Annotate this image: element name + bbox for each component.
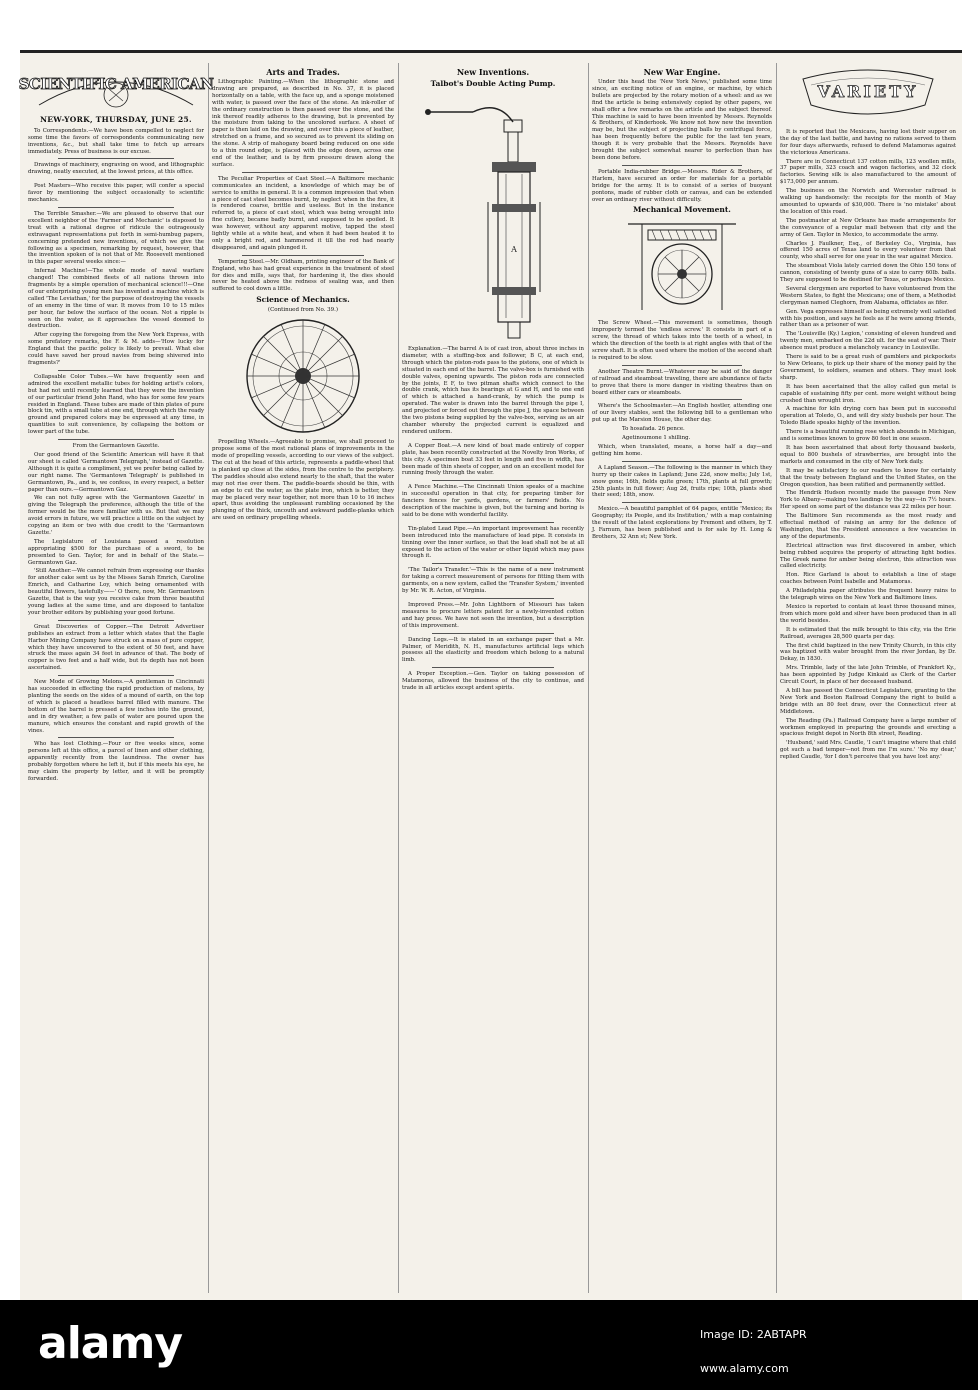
variety-item: Mexico is reported to contain at least three thousand mines, from which more gold and silver have been produced than in all the world besides.: [780, 604, 956, 624]
section-heading-mechanical-movement: Mechanical Movement.: [633, 205, 731, 215]
article-cast-steel: The Peculiar Properties of Cast Steel.—A Baltimore mechanic communicates an incident, a knowledge of which may be of service to smiths in general. It is a common impression that when a piece of cast steel becomes burnt, by neglect when in the fire, it is rendered coarse, brittle and useless. But in the instance referred to, a piece of cast steel, which was being wrought into fine cutlery, became badly burnt, and supposed to be spoiled. It was however, without any apparent motive, tapped the steel lightly while at a white heat, and when it had been heated it to only a bright red, and hammered it till the red had nearly disappeared, and again plunged it.: [212, 175, 394, 251]
article-melons: New Mode of Growing Melons.—A gentleman in Cincinnati has succeeded in effecting the rapid production of melons, by planting the seeds on the sides of a mound of earth, on the top of which is placed a headless barrel filled with manure. The bottom of the barrel is pressed a few inches into the ground, and in dry weather, a few pails of water are poured upon the manure, which ensures the constant and rapid growth of the vines.: [28, 679, 204, 734]
article-bill-translation: Which, when translated, means, a horse half a day—and getting him home.: [592, 444, 772, 457]
column-rule: [208, 63, 209, 1293]
column-2: [212, 65, 394, 1293]
variety-item: Mrs. Trimble, lady of the late John Trimble, of Frankfort Ky., has been appointed by Judge Kinkaid as Clerk of the Carter Circuit Court, in place of her deceased husband.: [780, 665, 956, 686]
variety-item: A Philadelphia paper attributes the frequent heavy rains to the telegraph wires on the New York and Baltimore lines.: [780, 588, 956, 602]
variety-title: VARIETY: [817, 82, 919, 101]
article-still-another: 'Still Another.—We cannot refrain from expressing our thanks for another cake sent us by the Misses Sarah Emrich, Caroline Emrich, and Catharine Loy, which being ornamented with beautiful flowers, tastefully——' O there, now, Mr. Germantown Gazette, that is the way you receive cake from three beautiful young ladies at the same time, and are disposed to tantalize your brother editors by publishing your good fortune.: [28, 568, 204, 616]
bill-line-2: Agetinoumone 1 shilling.: [622, 435, 691, 442]
variety-item: The 'Louisville (Ky.) Legion,' consisting of eleven hundred and twenty men, embarked on the 22d ult. for the seat of war. Their absence must produce a melancholy vacancy in Louisville.: [780, 331, 956, 352]
article-screw-wheel: The Screw Wheel.—This movement is sometimes, though improperly termed the 'endless screw.' It consists in part of a screw, the thread of which takes into the teeth of a wheel, in which the direction of the teeth is at right angles with that of the screw shaft. It is often used where the motion of the second shaft is required to be slow.: [592, 320, 772, 361]
section-heading-science-mechanics: Science of Mechanics.: [256, 295, 350, 305]
dateline: NEW-YORK, THURSDAY, JUNE 25.: [40, 114, 192, 124]
variety-item: Charles J. Faulkner, Esq., of Berkeley Co., Virginia, has offered 150 acres of Texas land to every volunteer from that county, who shall serve for one year in the war against Mexico.: [780, 240, 956, 261]
variety-item: The Baltimore Sun recommends as the most ready and effectual method of raising an army for the defence of Washington, that the President announce a few vacancies in any of the departments.: [780, 513, 956, 540]
variety-item: 'Husband,' said Mrs. Caudle, 'I can't imagine where that child got such a bad temper—not from me I'm sure.' 'No my dear,' replied Caudle, 'for I don't perceive that you have lost any.': [780, 740, 956, 761]
stock-logo: alamy: [38, 1318, 182, 1369]
article-after-copying: After copying the foregoing from the New York Express, with some prefatory remarks, the F. & M. adds—'How lucky for England that the pacific policy is likely to prevail. What else could have saved her proud navies from being shivered into fragments?': [28, 332, 204, 366]
pump-figure: [418, 92, 568, 342]
section-heading-arts-trades: Arts and Trades.: [266, 67, 340, 77]
article-lithographic-painting: Lithographic Painting.—When the lithographic stone and drawing are prepared, as described in No. 37, it is placed horizontally on a table, with the face up, and a sponge moistened with water, is passed over the face of the stone. An ink-roller of the ordinary construction is then passed over the stone, and the ink thereof readily adheres to the drawing, but is prevented by the moisture from taking to the uncolored surface. A sheet of paper is then laid on the drawing, and over this a piece of leather, stretched on a frame, and so secured as to prevent its sliding on the stone. A strip of mahogany board being reduced on one side to a thin round edge, is placed with the edge down, across one end of the leather, and is by firm pressure drawn along the surface.: [212, 79, 394, 168]
masthead-emblem: [18, 65, 214, 111]
stock-image-id: Image ID: 2ABTAPR: [700, 1328, 807, 1341]
article-correspondents: To Correspondents.—We have been compelled to neglect for some time the favors of correspondents communicating new inventions, &c., but shall take time to fetch up arrears immediately. Press of business is our excuse.: [28, 127, 204, 155]
column-4: [592, 65, 772, 1293]
variety-item: There is said to be a great rush of gamblers and pickpockets to New Orleans, to pick up their share of the money paid by the Government, to soldiers, seamen and others. They must look sharp.: [780, 354, 956, 381]
variety-item: It is reported that the Mexicans, having lost their supper on the day of the last battle, and having no rations served to them for four days afterwards, refused to defend Matamoras against the victorious Americans.: [780, 128, 956, 156]
article-drawings: Drawings of machinery, engraving on wood, and lithographic drawing, neatly executed, at the lowest prices, at this office.: [28, 162, 204, 176]
article-war-engine: Under this head the 'New York News,' published some time since, an exciting notice of an engine, or machine, by which bullets are projected by the rotary motion of a wheel: and as we find the article is being extensively copied by other papers, we shall offer a few remarks on the article and the subject thereof. This machine is said to have been invented by Messrs. Reynolds & Brothers, of Kinderhook. We know not how new the invention may be, but the subject of projecting balls by centrifugal force, has been frequently before the public for the last ten years, though it is very probable that the Messrs. Reynolds have brought the subject somewhat nearer to perfection than has been done before.: [592, 79, 772, 161]
column-rule: [398, 63, 399, 1293]
article-pump-explanation: Explanation.—The barrel A is of cast iron, about three inches in diameter, with a stuffing-box and follower, B C, at each end, through which the piston-rods pass to the pistons, one of which is situated in each end of the barrel. The valve-box is furnished with double valves, opening upwards. The piston rods are connected by the joints, E F, to two pitman shafts which connect to the double crank, which has its bearings at G and H, and to one end of which is attached a hand-crank, by which the pump is operated. The water is drawn into the barrel through the pipe I, and projected or forced out through the pipe J, the space between the two pistons being supplied by the valve-box, serving as an air chamber whereby the projected current is equalized and rendered uniform.: [402, 346, 584, 435]
variety-item: Gen. Vega expresses himself as being extremely well satisfied with his position, and says he feels as if he were among friends, rather than as a prisoner of war.: [780, 308, 956, 329]
article-rubber-bridge: Portable India-rubber Bridge.—Messrs. Rider & Brothers, of Harlem, have secured an order for materials for a portable bridge for the army. It is to consist of a series of buoyant pontons, made of rubber cloth or canvas, and can be extended over an ordinary river without difficulty.: [592, 168, 772, 203]
variety-item: Several clergymen are reported to have volunteered from the Western States, to fight the Mexicans; one of them, a Methodist clergyman named Cleghorn, from Alabama, officiates as fifer.: [780, 285, 956, 306]
variety-item: It may be satisfactory to our readers to know for certainty that the treaty between England and the United States, on the Oregon question, has been ratified and permanently settled.: [780, 467, 956, 488]
variety-item: It has been ascertained that about forty thousand baskets, equal to 800 bushels of strawberries, are brought into the markets and consumed in the city of New York daily.: [780, 444, 956, 465]
section-heading-war-engine: New War Engine.: [643, 67, 721, 77]
bill-line-1: To hosafada. 26 pence.: [622, 426, 685, 433]
variety-item: It is estimated that the milk brought to this city, via the Erie Railroad, averages 28,500 quarts per day.: [780, 626, 956, 640]
column-5: [780, 65, 956, 1293]
article-post-masters: Post Masters—Who receive this paper, will confer a special favor by mentioning the subject occasionally to scientific mechanics.: [28, 183, 204, 204]
article-copper-boat: A Copper Boat.—A new kind of boat made entirely of copper plate, has been recently constructed at the Novelty Iron Works, of this city. A specimen boat 33 feet in length and five in width, has been made of thin sheets of copper, and on an excellent model for running freely through the water.: [402, 442, 584, 477]
variety-item: Hon. Rice Garland is about to establish a line of stage coaches between Point Isabelle and Matamoras.: [780, 572, 956, 586]
variety-item: The first child baptized in the new Trinity Church, in this city was baptized with water brought from the river Jordan, by Dr. Dekay, in 1830.: [780, 642, 956, 663]
variety-item: It has been ascertained that the alloy called gun metal is capable of sustaining fifty per cent. more weight without being crushed than wrought iron.: [780, 383, 956, 404]
article-lapland-season: A Lapland Season.—The following is the manner in which they hurry up their cakes in Lapland; June 22d, snow melts; July 1st, snow gone; 16th, fields quite green; 17th, plants at full growth; 25th plants in full flower; Aug 2d, fruits ripe; 10th, plants shed their seed; 18th, snow.: [592, 464, 772, 499]
variety-item: A machine for kiln drying corn has been put in successful operation at Toledo, O., and will dry sixty bushels per hour. The Toledo Blade speaks highly of the invention.: [780, 406, 956, 427]
article-schoolmaster: Where's the Schoolmaster.—An English hostler, attending one of our livery stables, sent the following bill to a gentleman who put up at the Marsion House, the other day.: [592, 403, 772, 424]
article-proper-exception: A Proper Exception.—Gen. Taylor on taking possession of Matamoras, allowed the business of the city to continue, and trade in all articles except ardent spirits.: [402, 671, 584, 692]
variety-item: There is a beautiful running rose which abounds in Michigan, and is sometimes known to grow 80 feet in one season.: [780, 429, 956, 443]
column-rule: [588, 63, 589, 1293]
variety-item: There are in Connecticut 137 cotton mills, 123 woollen mills, 37 paper mills, 323 coach and wagon factories, and 32 clock factories. Sewing silk is also manufactured to the amount of $173,000 per annum.: [780, 158, 956, 186]
article-improved-press: Improved Press.—Mr. John Lightborn of Missouri has taken measures to procure letters patent for a newly-invented cotton and hay press. We have not seen the invention, but a description of this improvement.: [402, 602, 584, 629]
paddle-wheel-figure: [244, 317, 362, 435]
stock-footer: [0, 1300, 978, 1390]
column-1: [18, 65, 214, 1293]
variety-item: The Reading (Pa.) Railroad Company have a large number of workmen employed in preparing the grounds and erecting a spacious freight depot in North 8th street, Reading.: [780, 717, 956, 738]
article-dancing-legs: Dancing Legs.—It is stated in an exchange paper that a Mr. Palmer, of Meridith, N. H., manufactures artificial legs which possess all the elasticity and freedom which belong to a natural limb.: [402, 636, 584, 664]
continued-note: (Continued from No. 39.): [267, 307, 339, 314]
article-germantown-gazette: Our good friend of the Scientific American will have it that our sheet is called 'Germantown Telegraph,' instead of Gazette. Although it is quite a compliment, yet we prefer being called by our right name. The 'Germantown Telegraph' is published in Germantown, Pa., and is, we confess, in every respect, a better paper than ours.—Germantown Gaz.: [28, 451, 204, 493]
variety-item: The business on the Norwich and Worcester railroad is walking up handsomely: the receipts for the month of May amounted to upwards of $30,000. There is 'no mistake' about the location of this road.: [780, 188, 956, 215]
masthead-title: SCIENTIFIC AMERICAN: [18, 75, 214, 93]
section-heading-new-inventions: New Inventions.: [456, 67, 530, 77]
variety-item: A bill has passed the Connecticut Legislature, granting to the New York and Boston Railroad Company the right to build a bridge with an 80 feet draw, over the Connecticut river at Middletown.: [780, 687, 956, 715]
article-terrible-smasher: The Terrible Smasher.—We are pleased to observe that our excellent neighbor of the 'Farmer and Mechanic' is disposed to treat with a rational degree of ridicule the outrageously extravagant representations put forth in semi-humbug papers, concerning pretended new inventions, of which we give the following as a specimen, remarking by request, however, that the invention spoken of is not that of Mr. Roosevelt mentioned in this paper several weeks since:—: [28, 210, 204, 266]
article-source-germantown: From the Germantown Gazette.: [72, 443, 160, 450]
article-infernal-machine: Infernal Machine!—The whole mode of naval warfare changed! The combined fleets of all nations thrown into fragments by a simple operation of mechanical science!!!—One of our enterprising young men has invented a machine which is called 'The Leviathan,' for the purpose of destroying the vessels of an enemy in the time of war. It moves from 10 to 15 miles per hour, far below the surface of the ocean. Not a ripple is seen on the water, as it approaches the vessel doomed to destruction.: [28, 268, 204, 330]
variety-item: Electrical attraction was first discovered in amber, which being rubbed acquires the property of attracting light bodies. The Greek name for amber being electron, this attraction was called electricity.: [780, 542, 956, 570]
article-copper-discoveries: Great Discoveries of Copper.—The Detroit Advertiser publishes an extract from a letter which states that the Eagle Harbor Mining Company have struck on a mass of pure copper, which they have uncovered to the extent of 50 feet, and have struck the mass again 34 feet in advance of that. The body of copper is two feet and a half wide, but its depth has not been ascertained.: [28, 623, 204, 672]
article-fence-machine: A Fence Machine.—The Cincinnati Union speaks of a machine in successful operation in that city, for preparing timber for fanciers fences for yards, gardens, or farmers' fields. No description of the machine is given, but the turning and boring is said to be done with wonderful facility.: [402, 484, 584, 518]
newspaper-page: [20, 50, 962, 1300]
variety-item: The steamboat Viola lately carried down the Ohio 150 tons of cannon, consisting of twenty guns of a size to carry 60lb. balls. They are supposed to be destined for Texas, or perhaps Mexico.: [780, 263, 956, 284]
article-louisiana-sword: The Legislature of Louisiana passed a resolution appropriating $500 for the purchase of a sword, to be presented to Gen. Taylor, for and in behalf of the State.—Germantown Gaz.: [28, 538, 204, 566]
screw-wheel-figure: [622, 218, 742, 316]
variety-banner: [780, 65, 956, 126]
article-tailors-transfer: 'The Tailor's Transfer.'—This is the name of a new instrument for taking a correct measurement of persons for fitting them with garments, on a new system, called the 'Transfer System,' invented by Mr. W. R. Acton, of Virginia.: [402, 567, 584, 595]
article-germantown-reply: We can not fully agree with the 'Germantown Gazette' in giving the Telegraph the preference, although the title of the former would be the more familiar with us. But that we may avoid errors in future, we will practice a little on the subject by copying an item or two with due credit to the 'Germantown Gazette.': [28, 495, 204, 536]
variety-item: The Hendrik Hudson recently made the passage from New York to Albany—making two landings by the way—in 7½ hours. Her speed on some part of the distance was 22 miles per hour.: [780, 490, 956, 511]
article-lead-pipe: Tin-plated Lead Pipe.—An important improvement has recently been introduced into the manufacture of lead pipe. It consists in tinning over the inner surface, so that the lead shall not be at all exposed to the action of the water or other liquid which may pass through it.: [402, 525, 584, 560]
variety-emblem: [793, 65, 943, 123]
pump-title: Talbot's Double Acting Pump.: [430, 79, 556, 88]
column-3: [402, 65, 584, 1293]
column-rule: [776, 63, 777, 1293]
article-mexico-pamphlet: Mexico.—A beautiful pamphlet of 64 pages, entitle 'Mexico; its Geography; its People, and its Institution,' with a map containing the result of the latest explorations by Fremont and others, by T. J. Farnum, has been published and is for sale by H. Long & Brothers, 32 Ann st; New York.: [592, 506, 772, 540]
variety-item: The postmaster at New Orleans has made arrangements for the conveyance of a regular mail between that city and the army of Gen. Taylor in Mexico, to accommodate the army.: [780, 217, 956, 238]
article-color-tubes: Collapsable Color Tubes.—We have frequently seen and admired the excellent metallic tubes for holding artist's colors, but had not until recently learned that they were the invention of our particular friend John Rand, who has for some few years resided in England. These tubes are made of thin plates of pure block tin, with a small tube at one end, through which the ready ground and prepared colors may be expressed at any time, in quantities to suit convenience, by collapsing the bottom or lower part of the tube.: [28, 373, 204, 436]
stock-site-link[interactable]: www.alamy.com: [700, 1362, 789, 1375]
article-propelling-wheels: Propelling Wheels.—Agreeable to promise, we shall proceed to propose some of the most rational plans of improvements in the mode of propelling vessels, according to our views of the subject. The cut at the head of this article, represents a paddle-wheel that is planked up close at the sides, from the centre to the periphery. The paddles should also extend nearly to the shaft, that the water may not rise over them. The paddle-boards should be thin, with an edge to cut the water, as the plate iron, which is better, they may be placed very near together, not more than 10 to 16 inches apart, thus avoiding the unpleasant rumbling occasioned by the plunging of the thick, uncouth and awkward paddle-planks which are used on ordinary propelling wheels.: [212, 439, 394, 522]
article-theatre-burnt: Another Theatre Burnt.—Whatever may be said of the danger of railroad and steamboat traveling, there are abundance of facts to prove that there is more danger in visiting theatres than on board either cars or steamboats.: [592, 368, 772, 396]
svg-text:A: A: [511, 245, 517, 254]
article-lost-clothing: Who has lost Clothing.—Four or five weeks since, some persons left at this office, a parcel of linen and other clothing, apparently recently from the laundress. The owner has probably forgotten where he left it, but if this meets his eye, he may claim the property by letter, and it will be promptly forwarded.: [28, 741, 204, 782]
article-tempering-steel: Tempering Steel.—Mr. Oldham, printing engineer of the Bank of England, who has had great experience in the treatment of steel for dies and mills, says that, for hardening it, the dies should never be heated above the redness of sealing wax, and then suffered to cool down a little.: [212, 258, 394, 293]
masthead-logo: [18, 65, 214, 114]
